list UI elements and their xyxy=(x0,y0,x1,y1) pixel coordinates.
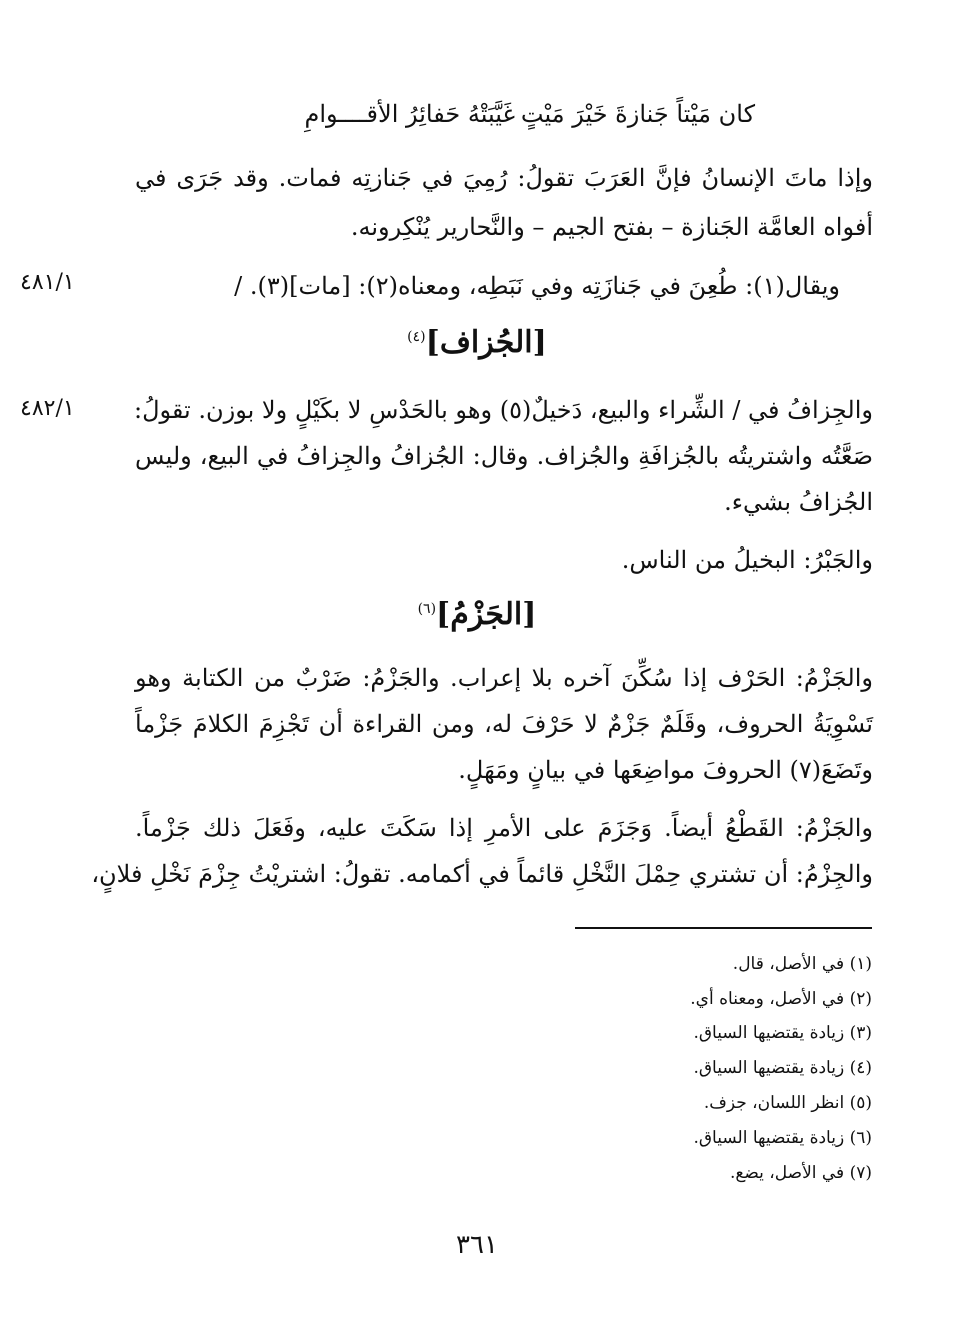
body-line: والجِزْمُ: أن تشتري حِمْلَ النَّخْلِ قائماً في أكمامه. تقولُ: اشتريْتُ جِزْمَ نَخْلِ فلانٍ، xyxy=(91,860,873,888)
body-line: والجَبْرُ: البخيلُ من الناس. xyxy=(621,546,873,574)
body-line: تَسْوِيَةُ الحروف، وقَلَمٌ جَزْمٌ لا حَرْفَ له، ومن القراءة أن تَجْزِمَ الكلامَ جَزْماً xyxy=(135,710,873,738)
body-line: أفواه العامَّة الجَنازة – بفتح الجيم – والنَّحارير يُنْكِرونه. xyxy=(350,213,873,241)
heading-footnote-ref: (٦) xyxy=(417,601,437,617)
body-line: والجَزْمُ: الحَرْف إذا سُكِّنَ آخره بلا إعراب. والجَزْمُ: ضَرْبٌ من الكتابة وهو xyxy=(135,664,873,692)
footnote: (١) في الأصل، قال. xyxy=(732,954,872,974)
footnote: (٦) زيادة يقتضيها السياق. xyxy=(693,1128,872,1148)
body-line: وتَضَعَ(٧) الحروفَ مواضِعَها في بيانٍ ومَهَلٍ. xyxy=(458,756,873,784)
section-heading xyxy=(0,325,954,360)
body-line: ويقال(١): طُعِنَ في جَنازَتِه وفي نَبَطِه، ومعناه(٢): [مات](٣). / xyxy=(234,272,840,300)
body-line: والجِزافُ في / الشِّراء والبيع، دَخيلٌ(٥) وهو بالحَدْسِ لا بكَيْلٍ ولا بوزن. تقولُ: xyxy=(133,396,873,424)
margin-reference: ٤٨١/١ xyxy=(20,270,75,295)
body-line: والجَزْمُ: القَطْعُ أيضاً. وَجَزَمَ على الأمرِ إذا سَكَتَ عليه، وفَعَلَ ذلك جَزْماً. xyxy=(135,814,873,842)
page-number: ٣٦١ xyxy=(456,1230,498,1260)
body-line: وإذا ماتَ الإنسانُ فإنَّ العَرَبَ تقولُ: رُمِيَ في جَنازتِه فمات. وقد جَرَى في xyxy=(135,164,873,192)
footnote: (٢) في الأصل، ومعناه أي. xyxy=(690,989,872,1009)
verse-first-hemistich: كان مَيْتاً جَنازةَ خَيْرَ مَيْتٍ xyxy=(520,100,755,128)
footnote: (٥) انظر اللسان، جزف. xyxy=(703,1093,872,1113)
margin-reference: ٤٨٢/١ xyxy=(20,396,75,421)
footnote-separator xyxy=(575,927,872,929)
heading-text: [الجَزْمُ] xyxy=(436,597,537,632)
body-line: صَعَّتُه واشتريتُه بالجُزافَةِ والجُزاف. وقال: الجُزافُ والجِزافُ في البيع، وليس xyxy=(135,442,873,470)
heading-footnote-ref: (٤) xyxy=(407,329,426,345)
footnote: (٧) في الأصل، يضع. xyxy=(729,1163,872,1183)
verse-second-hemistich: غَيَّبَتْهُ حَفائِرُ الأقــــوامِ xyxy=(304,100,515,128)
footnote: (٤) زيادة يقتضيها السياق. xyxy=(693,1058,872,1078)
heading-text: [الجُزاف] xyxy=(425,325,547,360)
footnote: (٣) زيادة يقتضيها السياق. xyxy=(693,1023,872,1043)
body-line: الجُزافُ بشيء. xyxy=(724,488,873,516)
section-heading xyxy=(0,597,954,632)
